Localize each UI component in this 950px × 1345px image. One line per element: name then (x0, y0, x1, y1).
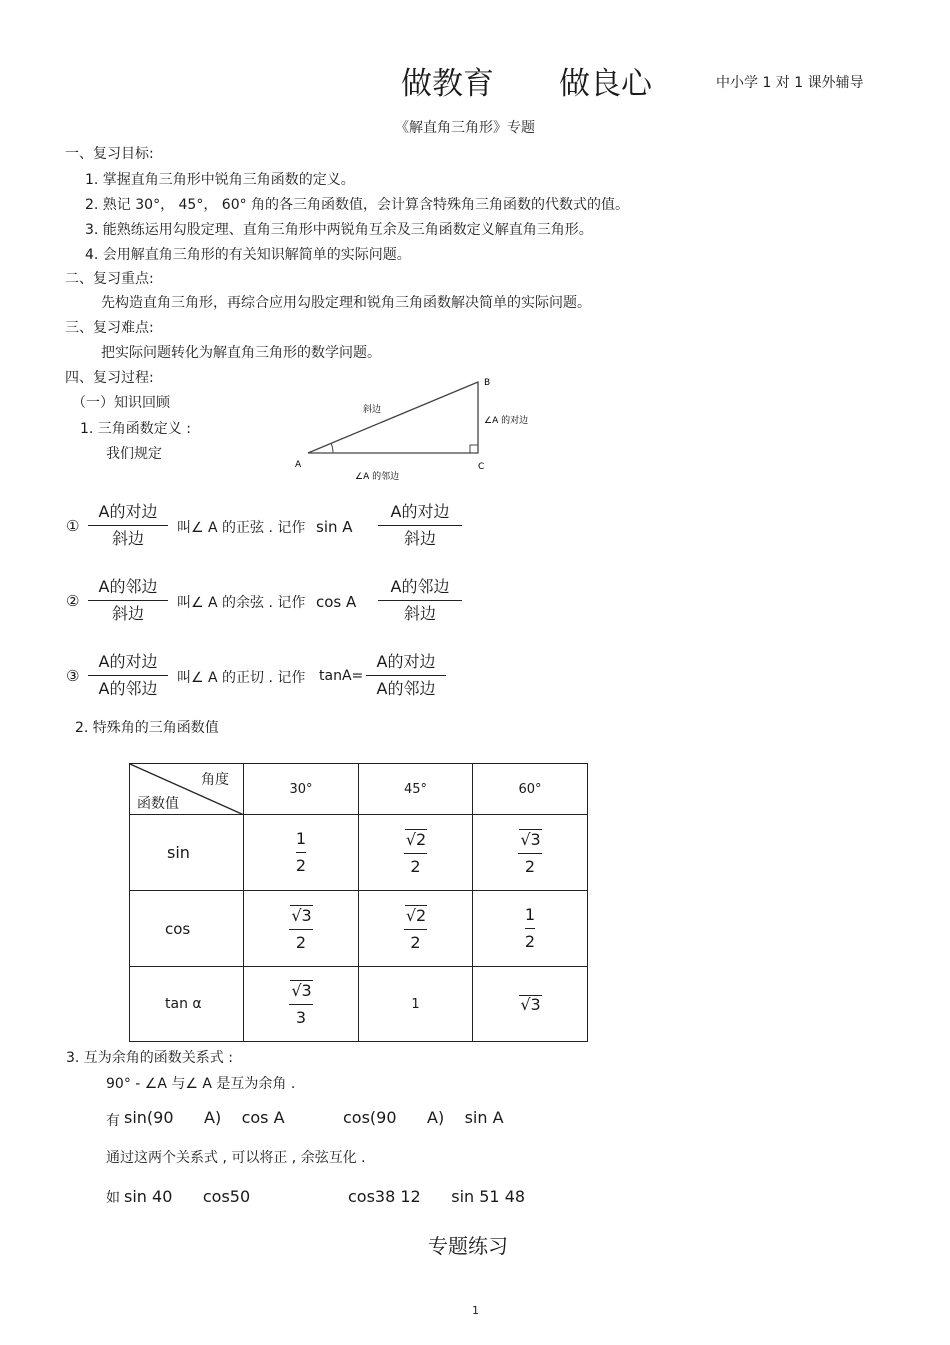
fraction-denominator: 斜边 (111, 529, 144, 548)
fraction-numerator: A的邻边 (98, 577, 158, 596)
value-denominator: 3 (295, 1008, 307, 1027)
process-heading: 四、复习过程: (65, 370, 154, 386)
value-numerator: √3 (291, 981, 312, 1000)
fraction-denominator: A的邻边 (376, 679, 436, 698)
header-tagline: 中小学 1 对 1 课外辅导 (716, 75, 864, 91)
row-function-name: cos (130, 891, 244, 967)
value-plain: √3 (520, 994, 541, 1014)
table-value-cell (359, 815, 473, 891)
table-row (130, 891, 588, 967)
value-denominator: 2 (524, 932, 536, 951)
opposite-side-label: ∠A 的对边 (484, 416, 529, 426)
difficulty-text: 把实际问题转化为解直角三角形的数学问题。 (101, 345, 381, 361)
fraction-denominator: 斜边 (403, 604, 436, 623)
fraction-bar (88, 600, 168, 601)
value-denominator: 2 (410, 856, 421, 876)
complement-line-1: 90° - ∠A 与∠ A 是互为余角 . (106, 1076, 296, 1092)
row-function-name: tan α (130, 967, 244, 1042)
table-corner-cell (130, 764, 244, 815)
fraction-bar (366, 675, 446, 676)
difficulty-heading: 三、复习难点: (65, 320, 154, 336)
header-slogan-right: 做良心 (559, 66, 652, 102)
fraction-denominator: A的邻边 (98, 679, 158, 698)
value-numerator: √3 (291, 905, 312, 925)
cosine-notation: cos A (316, 593, 357, 611)
fraction-bar (88, 675, 168, 676)
complement-example-2: cos38 12 sin 51 48 (348, 1187, 526, 1206)
table-value-cell (473, 815, 588, 891)
review-heading: （一）知识回顾 (72, 395, 170, 411)
page-number: 1 (472, 1304, 479, 1317)
complement-line-4-prefix: 如 (106, 1190, 120, 1206)
table-header-row (130, 764, 588, 815)
cosine-ratio-fraction (88, 576, 168, 625)
value-numerator: √3 (520, 829, 541, 849)
value-numerator: √2 (405, 829, 427, 849)
table-header-angle: 30° (244, 764, 359, 815)
vertex-c-label: C (478, 462, 485, 472)
corner-angle-label: 角度 (201, 772, 229, 788)
fraction-numerator: A的对边 (98, 652, 158, 671)
header-slogan-left: 做教育 (401, 66, 494, 102)
complement-example-1: sin 40 cos50 (124, 1187, 251, 1206)
goal-item-2: 2. 熟记 30°， 45°， 60° 角的各三角函数值，会计算含特殊角三角函数的代数式的值。 (85, 197, 630, 213)
tangent-result-fraction (366, 651, 446, 700)
triangle-shape (308, 382, 478, 453)
table-value-cell (359, 891, 473, 967)
value-denominator: 2 (295, 932, 307, 952)
right-triangle-diagram (288, 372, 548, 482)
practice-heading: 专题练习 (428, 1234, 508, 1258)
table-header-angle: 45° (359, 764, 473, 815)
fraction-bar (88, 525, 168, 526)
goal-item-4: 4. 会用解直角三角形的有关知识解简单的实际问题。 (85, 247, 411, 263)
value-denominator: 2 (524, 856, 536, 876)
fraction-numerator: A的邻边 (390, 577, 450, 596)
right-angle-mark (470, 445, 478, 453)
table-header-angle: 60° (473, 764, 588, 815)
focus-heading: 二、复习重点: (65, 271, 154, 287)
table-row (130, 815, 588, 891)
value-numerator: 1 (524, 905, 536, 924)
row-function-name: sin (130, 815, 244, 891)
vertex-b-label: B (484, 378, 491, 388)
table-value-cell: 1 (359, 967, 473, 1042)
sine-notation: sin A (316, 518, 353, 536)
table-value-cell (244, 891, 359, 967)
value-numerator: 1 (295, 829, 307, 848)
sine-ratio-fraction (88, 501, 168, 550)
table-value-cell (244, 815, 359, 891)
fraction-denominator: 斜边 (403, 529, 436, 548)
value-denominator: 2 (410, 932, 421, 952)
definition-marker-2: ② (66, 592, 80, 610)
complement-formula-sin: sin(90 A) cos A (124, 1108, 285, 1127)
cosine-result-fraction (378, 576, 462, 625)
corner-function-label: 函数值 (137, 796, 179, 812)
definition-marker-1: ① (66, 517, 80, 535)
focus-text: 先构造直角三角形，再综合应用勾股定理和锐角三角函数解决简单的实际问题。 (101, 295, 591, 311)
fraction-numerator: A的对边 (376, 652, 436, 671)
goal-item-1: 1. 掌握直角三角形中锐角三角函数的定义。 (85, 172, 355, 188)
sine-definition-text: 叫∠ A 的正弦 . 记作 (177, 520, 306, 536)
adjacent-side-label: ∠A 的邻边 (355, 472, 400, 482)
fraction-numerator: A的对边 (98, 502, 158, 521)
special-values-heading: 2. 特殊角的三角函数值 (75, 720, 219, 736)
goals-heading: 一、复习目标: (65, 146, 154, 162)
table-value-cell (473, 967, 588, 1042)
table-value-cell (473, 891, 588, 967)
complement-formula-cos: cos(90 A) sin A (343, 1108, 504, 1127)
document-title: 《解直角三角形》专题 (395, 120, 535, 136)
definition-heading: 1. 三角函数定义 : (80, 421, 191, 437)
angle-a-arc (331, 443, 333, 453)
complement-heading: 3. 互为余角的函数关系式 : (66, 1050, 233, 1066)
tangent-ratio-fraction (88, 651, 168, 700)
fraction-bar (378, 600, 462, 601)
sine-result-fraction (378, 501, 462, 550)
table-row (130, 967, 588, 1042)
tangent-definition-text: 叫∠ A 的正切 . 记作 (177, 670, 306, 686)
definition-marker-3: ③ (66, 667, 80, 685)
cosine-definition-text: 叫∠ A 的余弦 . 记作 (177, 595, 306, 611)
fraction-numerator: A的对边 (390, 502, 450, 521)
value-denominator: 2 (295, 856, 307, 875)
fraction-denominator: 斜边 (111, 604, 144, 623)
fraction-bar (378, 525, 462, 526)
complement-line-3: 通过这两个关系式 , 可以将正 , 余弦互化 . (106, 1150, 366, 1166)
tangent-notation: tanA= (319, 668, 364, 684)
table-value-cell (244, 967, 359, 1042)
hypotenuse-label: 斜边 (363, 405, 382, 415)
complement-line-2-prefix: 有 (106, 1113, 120, 1129)
goal-item-3: 3. 能熟练运用勾股定理、直角三角形中两锐角互余及三角函数定义解直角三角形。 (85, 222, 593, 238)
we-define-text: 我们规定 (106, 446, 162, 462)
special-angle-table (129, 763, 588, 1042)
value-numerator: √2 (405, 905, 427, 925)
vertex-a-label: A (295, 460, 302, 470)
